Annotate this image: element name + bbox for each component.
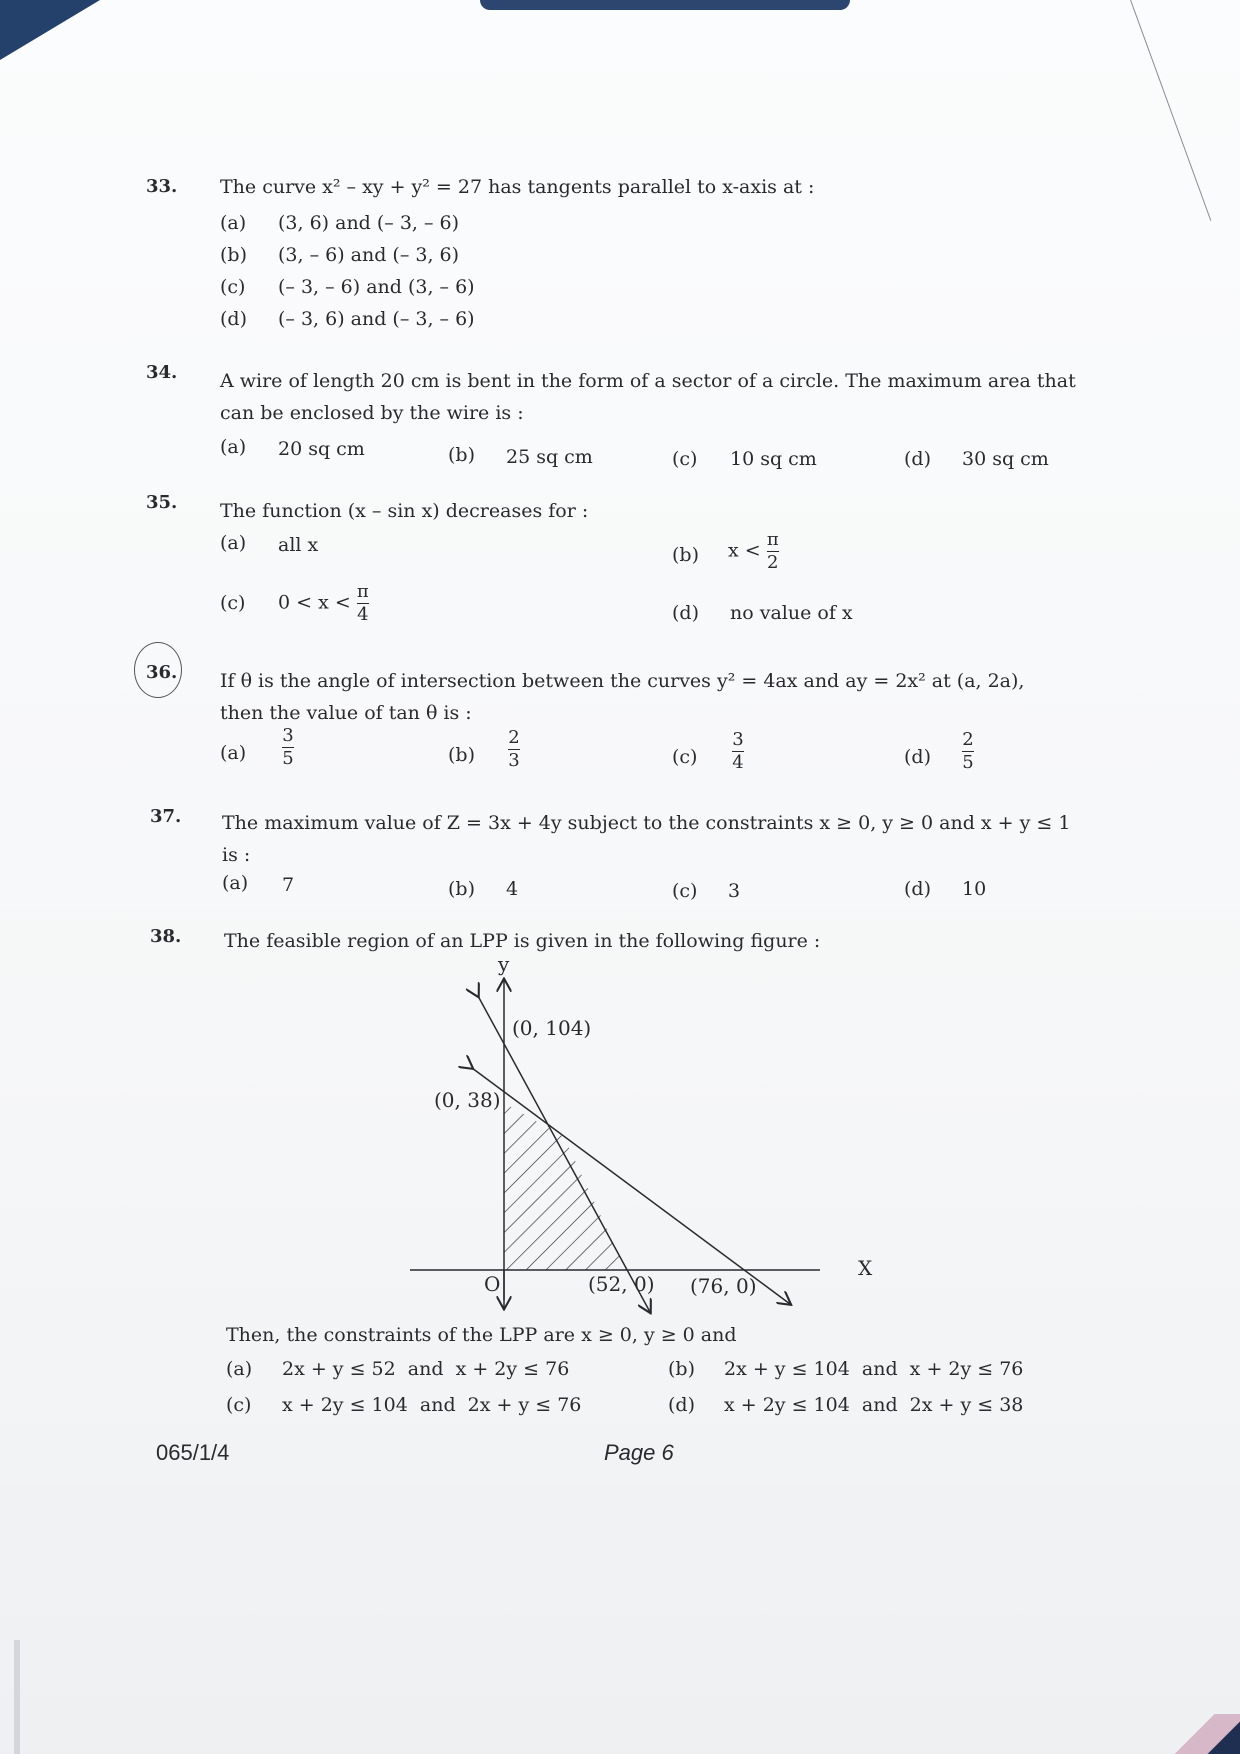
option-label: (d) (220, 308, 247, 330)
option-label: (d) (672, 602, 699, 624)
fraction (282, 726, 294, 769)
option-d[interactable]: (– 3, 6) and (– 3, – 6) (278, 308, 475, 330)
numerator: π (356, 581, 369, 602)
lpp-feasible-region-figure (400, 952, 873, 1320)
option-a[interactable]: (3, 6) and (– 3, – 6) (278, 212, 460, 234)
point-label-0-104: (0, 104) (512, 1016, 592, 1040)
question-text: The function (x – sin x) decreases for : (220, 500, 589, 522)
option-c[interactable]: x + 2y ≤ 104 and 2x + y ≤ 76 (282, 1394, 582, 1416)
fraction (508, 728, 520, 771)
question-number: 35. (146, 492, 178, 513)
option-label: (d) (904, 878, 931, 900)
lpp-graph-svg (400, 960, 820, 1320)
option-label: (b) (672, 544, 699, 566)
option-label: (c) (220, 276, 246, 298)
option-b[interactable]: 2x + y ≤ 104 and x + 2y ≤ 76 (724, 1358, 1024, 1380)
question-text-line2: is : (222, 844, 251, 866)
option-label: (c) (672, 448, 698, 470)
fraction (732, 730, 744, 773)
option-a[interactable]: all x (278, 534, 319, 556)
option-d[interactable]: no value of x (730, 602, 853, 624)
origin-label: O (484, 1272, 501, 1296)
scan-edge-bottom-left (14, 1640, 20, 1754)
page-number: Page 6 (604, 1440, 674, 1465)
option-label: (d) (904, 448, 931, 470)
numerator: 3 (732, 729, 744, 750)
fraction (767, 530, 779, 573)
option-c[interactable]: (– 3, – 6) and (3, – 6) (278, 276, 475, 298)
option-c[interactable] (278, 582, 369, 625)
option-label: (b) (448, 444, 475, 466)
option-b[interactable] (728, 530, 779, 573)
question-text-line1: A wire of length 20 cm is bent in the form of a sector of a circle. The maximum area that (220, 370, 1076, 392)
denominator: 4 (357, 604, 369, 625)
option-c[interactable]: 10 sq cm (730, 448, 817, 470)
question-number: 36. (146, 662, 178, 683)
question-number: 34. (146, 362, 178, 383)
constraints-intro-text: Then, the constraints of the LPP are x ≥ 0, y ≥ 0 and (226, 1324, 737, 1346)
option-a[interactable]: 20 sq cm (278, 438, 365, 460)
option-c[interactable]: 3 (728, 880, 741, 902)
question-text-line2: then the value of tan θ is : (220, 702, 472, 724)
option-label: (c) (220, 592, 246, 614)
option-d[interactable]: 10 (962, 878, 987, 900)
option-d[interactable]: x + 2y ≤ 104 and 2x + y ≤ 38 (724, 1394, 1024, 1416)
option-b[interactable]: 25 sq cm (506, 446, 593, 468)
option-label: (a) (220, 212, 247, 234)
option-label: (a) (226, 1358, 253, 1380)
question-text: The feasible region of an LPP is given in the following figure : (224, 930, 821, 952)
question-text-line2: can be enclosed by the wire is : (220, 402, 524, 424)
fraction (962, 730, 974, 773)
y-axis-label: y (498, 952, 510, 976)
option-d[interactable]: 30 sq cm (962, 448, 1049, 470)
option-d[interactable] (962, 730, 974, 773)
denominator: 2 (767, 552, 779, 573)
numerator: π (766, 529, 779, 550)
option-b-text: x < (728, 539, 761, 562)
numerator: 2 (508, 727, 520, 748)
option-label: (a) (220, 742, 247, 764)
option-label: (d) (904, 746, 931, 768)
point-label-76-0: (76, 0) (690, 1274, 757, 1298)
question-number: 38. (150, 926, 182, 947)
denominator: 4 (732, 752, 744, 773)
question-text: The curve x² – xy + y² = 27 has tangents parallel to x-axis at : (220, 176, 815, 198)
scan-corner-bottom-right (1170, 1714, 1240, 1754)
scan-top-edge (480, 0, 850, 10)
numerator: 3 (282, 725, 294, 746)
scan-corner-top-left (0, 0, 100, 60)
option-label: (a) (222, 872, 249, 894)
option-label: (c) (672, 880, 698, 902)
option-a[interactable]: 2x + y ≤ 52 and x + 2y ≤ 76 (282, 1358, 570, 1380)
option-label: (b) (448, 744, 475, 766)
option-a[interactable]: 7 (282, 874, 295, 896)
point-label-0-38: (0, 38) (434, 1088, 501, 1112)
option-b[interactable]: (3, – 6) and (– 3, 6) (278, 244, 460, 266)
option-label: (b) (668, 1358, 695, 1380)
option-c[interactable] (732, 730, 744, 773)
numerator: 2 (962, 729, 974, 750)
denominator: 3 (508, 750, 520, 771)
fraction (357, 582, 369, 625)
option-label: (a) (220, 436, 247, 458)
question-number: 37. (150, 806, 182, 827)
option-a[interactable] (282, 726, 294, 769)
question-text-line1: The maximum value of Z = 3x + 4y subject to the constraints x ≥ 0, y ≥ 0 and x + y ≤ 1 (222, 812, 1071, 834)
point-label-52-0: (52, 0) (588, 1272, 655, 1296)
option-label: (b) (220, 244, 247, 266)
option-label: (b) (448, 878, 475, 900)
paper-code: 065/1/4 (156, 1440, 230, 1465)
option-label: (d) (668, 1394, 695, 1416)
option-b[interactable]: 4 (506, 878, 519, 900)
option-label: (c) (226, 1394, 252, 1416)
option-label: (c) (672, 746, 698, 768)
denominator: 5 (282, 748, 294, 769)
question-text-line1: If θ is the angle of intersection between the curves y² = 4ax and ay = 2x² at (a, 2a), (220, 670, 1025, 692)
x-axis-label: X (858, 1256, 873, 1280)
denominator: 5 (962, 752, 974, 773)
question-number: 33. (146, 176, 178, 197)
option-label: (a) (220, 532, 247, 554)
option-c-text: 0 < x < (278, 591, 351, 614)
option-b[interactable] (508, 728, 520, 771)
